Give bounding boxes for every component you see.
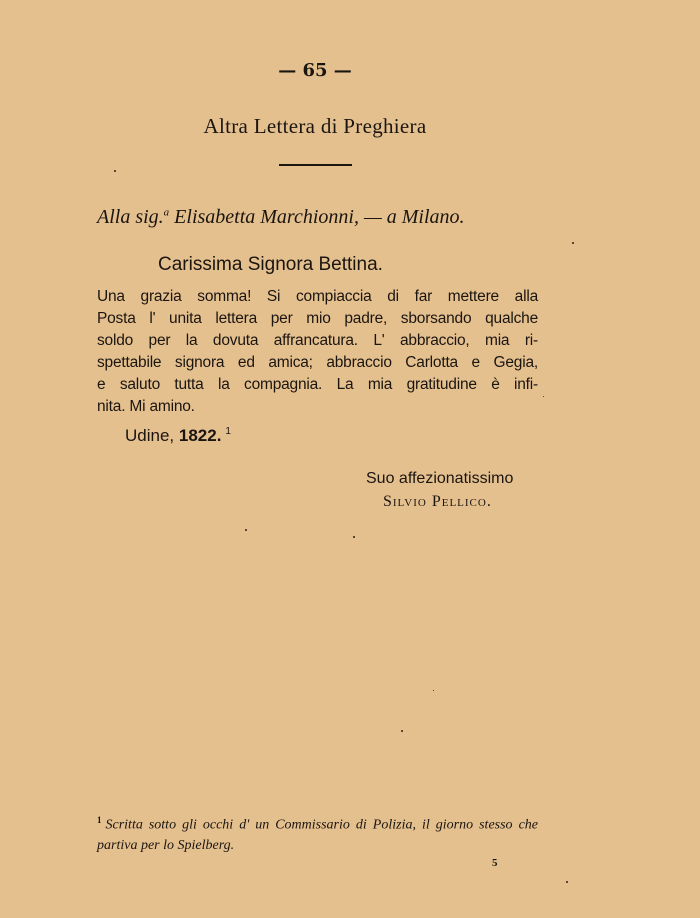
address-recipient: Elisabetta Marchionni, — a Milano.: [169, 206, 465, 228]
address-superscript: a: [163, 206, 170, 219]
title-rule: [279, 164, 352, 166]
body-line: soldo per la dovuta affrancatura. L' abbraccio, mia ri-: [97, 332, 538, 349]
letter-date: [125, 426, 231, 446]
body-line: Posta l' unita lettera per mio padre, sborsando qualche: [97, 310, 538, 327]
page-number: — 65 —: [278, 60, 352, 81]
footnote: [97, 810, 538, 856]
body-line: Una grazia somma! Si compiaccia di far mettere alla: [97, 288, 538, 305]
date-year: 1822.: [178, 426, 222, 445]
address-prefix: Alla sig.: [97, 206, 164, 228]
body-line: nita. Mi amino.: [97, 398, 195, 415]
letter-body: [97, 286, 538, 418]
printer-signature-mark: 5: [492, 857, 498, 869]
paper-speck: [543, 396, 544, 397]
footnote-number: 1: [97, 815, 102, 825]
paper-speck: [401, 730, 403, 732]
date-place: Udine,: [125, 426, 179, 445]
letter-closing: Suo affezionatissimo: [366, 470, 514, 487]
letter-salutation: Carissima Signora Bettina.: [158, 254, 383, 275]
footnote-text: Scritta sotto gli occhi d' un Commissario di Polizia, il giorno stesso che partiva per lo Spielberg.: [97, 817, 538, 853]
letter-address: [97, 206, 537, 229]
body-line: spettabile signora ed amica; abbraccio Carlotta e Gegia,: [97, 354, 538, 371]
paper-speck: [245, 529, 247, 531]
paper-speck: [353, 536, 355, 538]
footnote-reference: 1: [225, 426, 231, 438]
page-title: Altra Lettera di Preghiera: [203, 114, 427, 138]
paper-speck: [114, 170, 116, 172]
paper-speck: [433, 690, 434, 691]
letter-signature: Silvio Pellico.: [383, 493, 492, 510]
paper-speck: [566, 881, 568, 883]
body-line: e saluto tutta la compagnia. La mia gratitudine è infi-: [97, 376, 538, 393]
paper-speck: [572, 242, 574, 244]
